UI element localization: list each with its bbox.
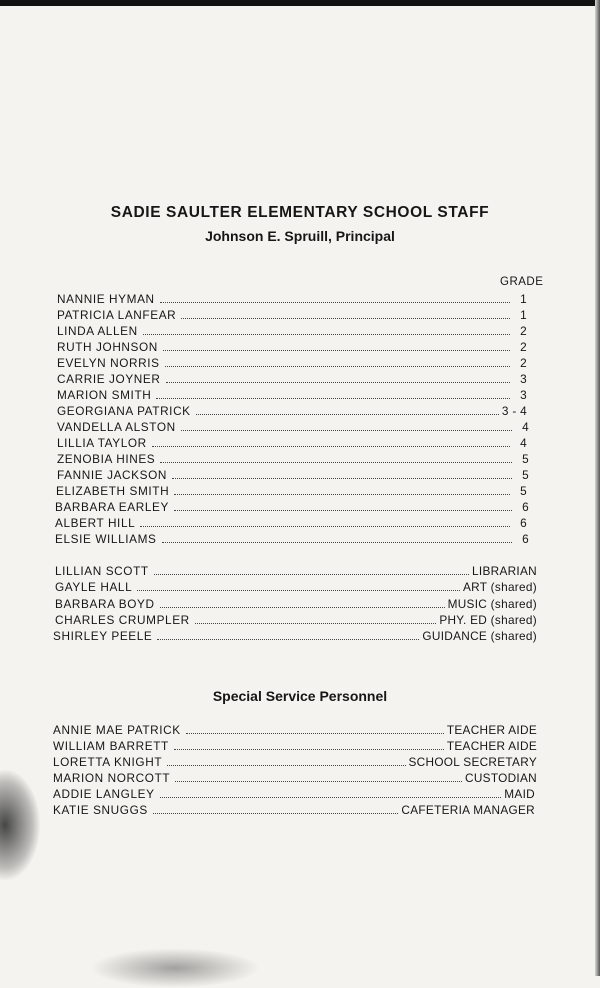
teacher-grade: 6	[522, 500, 529, 514]
dot-leader	[174, 749, 444, 750]
service-staff-row	[53, 723, 537, 737]
teacher-row	[56, 484, 527, 498]
service-section-title: Special Service Personnel	[212, 688, 388, 704]
specialist-name: BARBARA BOYD	[55, 597, 155, 611]
specialist-name: CHARLES CRUMPLER	[55, 613, 190, 627]
dot-leader	[157, 639, 419, 640]
principal-line: Johnson E. Spruill, Principal	[205, 228, 395, 244]
teacher-grade: 6	[522, 532, 529, 546]
teacher-grade: 3	[520, 372, 527, 386]
teacher-name: MARION SMITH	[57, 388, 152, 402]
teacher-grade: 6	[520, 516, 527, 530]
service-staff-name: LORETTA KNIGHT	[53, 755, 163, 769]
teacher-row	[57, 292, 527, 306]
service-staff-name: MARION NORCOTT	[53, 771, 171, 785]
teacher-row	[55, 516, 527, 530]
teacher-name: RUTH JOHNSON	[57, 340, 158, 354]
teacher-name: ELSIE WILLIAMS	[55, 532, 157, 546]
dot-leader	[154, 574, 469, 575]
teacher-row	[57, 324, 527, 338]
teacher-row	[57, 388, 527, 402]
dot-leader	[165, 366, 510, 367]
service-staff-name: ANNIE MAE PATRICK	[53, 723, 181, 737]
specialist-row	[55, 580, 537, 594]
teacher-row	[57, 452, 529, 466]
teacher-name: CARRIE JOYNER	[57, 372, 161, 386]
service-staff-row	[53, 771, 537, 785]
teacher-grade: 2	[520, 340, 527, 354]
teacher-row	[57, 340, 527, 354]
service-staff-row	[53, 787, 535, 801]
dot-leader	[143, 334, 510, 335]
teacher-row	[57, 404, 527, 418]
teacher-name: PATRICIA LANFEAR	[57, 308, 177, 322]
teacher-row	[57, 420, 529, 434]
service-staff-role: SCHOOL SECRETARY	[408, 755, 537, 769]
page-title: SADIE SAULTER ELEMENTARY SCHOOL STAFF	[110, 204, 490, 221]
dot-leader	[174, 494, 510, 495]
specialist-name: GAYLE HALL	[55, 580, 133, 594]
dot-leader	[153, 813, 399, 814]
dot-leader	[160, 302, 510, 303]
dot-leader	[196, 414, 499, 415]
service-staff-role: CUSTODIAN	[465, 771, 537, 785]
service-staff-name: WILLIAM BARRETT	[53, 739, 169, 753]
service-staff-name: ADDIE LANGLEY	[53, 787, 155, 801]
dot-leader	[174, 510, 512, 511]
teacher-name: LINDA ALLEN	[57, 324, 138, 338]
specialist-name: SHIRLEY PEELE	[53, 629, 153, 643]
specialist-role: PHY. ED (shared)	[439, 613, 537, 627]
teacher-grade: 1	[520, 308, 527, 322]
teacher-row	[57, 308, 527, 322]
teacher-grade: 5	[522, 468, 529, 482]
dot-leader	[186, 733, 444, 734]
dot-leader	[181, 318, 510, 319]
service-staff-role: TEACHER AIDE	[446, 723, 537, 737]
service-staff-row	[53, 739, 537, 753]
teacher-row	[57, 372, 527, 386]
specialist-role: GUIDANCE (shared)	[422, 629, 537, 643]
dot-leader	[195, 623, 437, 624]
specialist-row	[55, 564, 537, 578]
page-right-edge	[595, 0, 600, 976]
teacher-name: ELIZABETH SMITH	[56, 484, 170, 498]
teacher-name: FANNIE JACKSON	[57, 468, 168, 482]
dot-leader	[160, 462, 512, 463]
teacher-grade: 5	[520, 484, 527, 498]
teacher-grade: 4	[522, 420, 529, 434]
specialist-role: LIBRARIAN	[472, 564, 537, 578]
dot-leader	[140, 526, 510, 527]
dot-leader	[163, 350, 510, 351]
specialist-row	[53, 629, 537, 643]
dot-leader	[167, 765, 405, 766]
service-staff-row	[53, 803, 535, 817]
teacher-row	[57, 436, 527, 450]
teacher-name: ZENOBIA HINES	[57, 452, 156, 466]
dot-leader	[175, 781, 462, 782]
dot-leader	[156, 398, 510, 399]
teacher-grade: 2	[520, 324, 527, 338]
teacher-grade: 2	[520, 356, 527, 370]
service-staff-role: CAFETERIA MANAGER	[401, 803, 535, 817]
page-smudge	[0, 770, 40, 880]
grade-column-header: GRADE	[500, 276, 544, 288]
teacher-name: BARBARA EARLEY	[55, 500, 169, 514]
teacher-name: ALBERT HILL	[55, 516, 136, 530]
teacher-row	[57, 468, 529, 482]
service-staff-name: KATIE SNUGGS	[53, 803, 148, 817]
teacher-grade: 4	[520, 436, 527, 450]
specialist-row	[55, 597, 537, 611]
page-bottom-smudge	[90, 948, 260, 988]
teacher-grade: 3	[520, 388, 527, 402]
teacher-name: VANDELLA ALSTON	[57, 420, 176, 434]
teacher-name: EVELYN NORRIS	[57, 356, 160, 370]
specialist-role: ART (shared)	[463, 580, 537, 594]
dot-leader	[152, 446, 510, 447]
dot-leader	[181, 430, 512, 431]
service-staff-role: MAID	[504, 787, 535, 801]
service-staff-row	[53, 755, 537, 769]
teacher-grade: 3 - 4	[501, 404, 527, 418]
teacher-name: GEORGIANA PATRICK	[57, 404, 191, 418]
dot-leader	[172, 478, 512, 479]
teacher-name: LILLIA TAYLOR	[57, 436, 147, 450]
teacher-name: NANNIE HYMAN	[57, 292, 155, 306]
specialist-row	[55, 613, 537, 627]
teacher-row	[57, 356, 527, 370]
page-top-edge	[0, 0, 600, 6]
teacher-row	[55, 500, 529, 514]
teacher-grade: 1	[520, 292, 527, 306]
teacher-grade: 5	[522, 452, 529, 466]
teacher-row	[55, 532, 529, 546]
service-staff-role: TEACHER AIDE	[446, 739, 537, 753]
dot-leader	[166, 382, 511, 383]
dot-leader	[137, 590, 460, 591]
dot-leader	[160, 797, 502, 798]
dot-leader	[162, 542, 513, 543]
specialist-role: MUSIC (shared)	[447, 597, 537, 611]
dot-leader	[160, 607, 445, 608]
specialist-name: LILLIAN SCOTT	[55, 564, 149, 578]
